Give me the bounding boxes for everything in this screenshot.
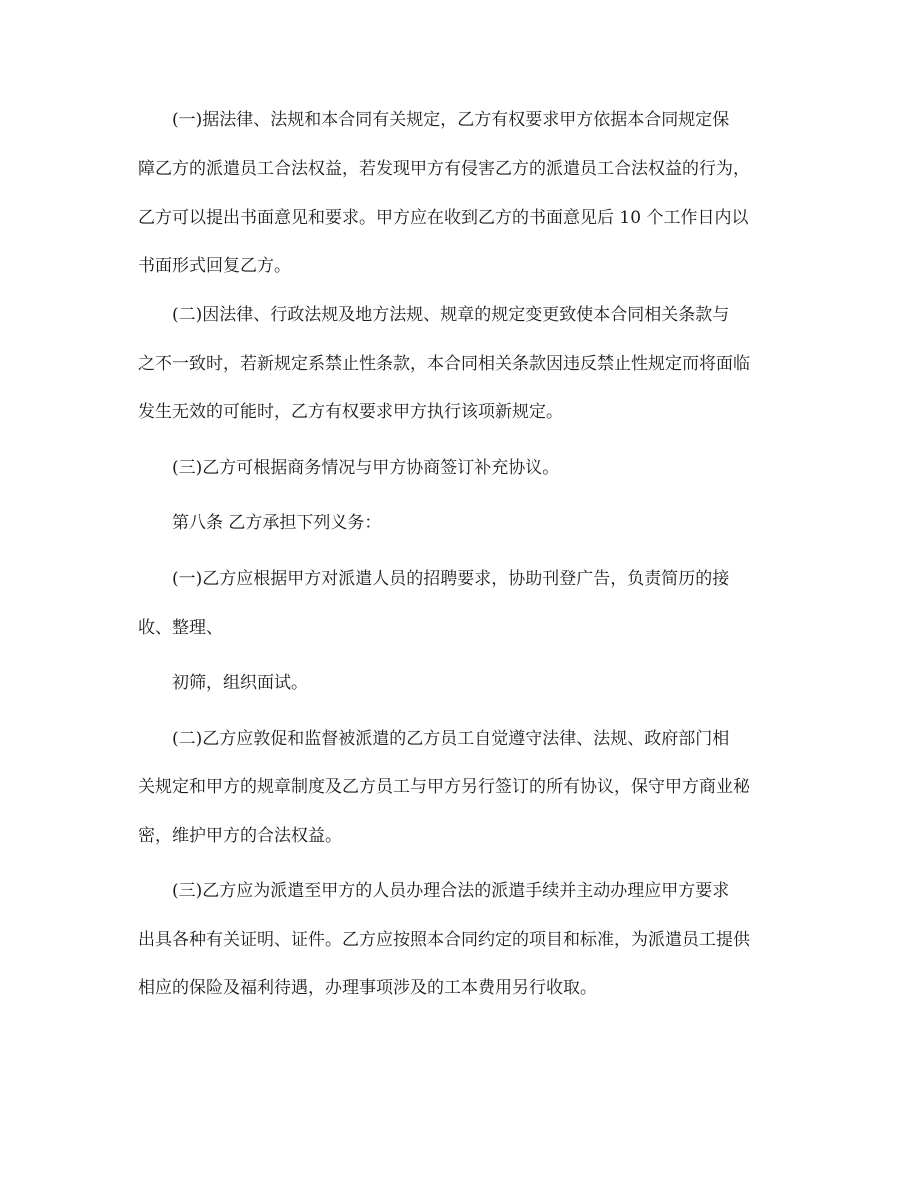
paragraph-5-line-1: (一)乙方应根据甲方对派遣人员的招聘要求，协助刊登广告，负责简历的接 — [172, 569, 730, 589]
paragraph-1-line-4: 书面形式回复乙方。 — [138, 256, 291, 276]
paragraph-5-line-2: 收、整理、 — [138, 618, 223, 638]
paragraph-7-line-3: 密，维护甲方的合法权益。 — [138, 826, 342, 846]
paragraph-2-line-3: 发生无效的可能时，乙方有权要求甲方执行该项新规定。 — [138, 402, 563, 422]
paragraph-7-line-2: 关规定和甲方的规章制度及乙方员工与甲方另行签订的所有协议，保守甲方商业秘 — [138, 777, 750, 797]
paragraph-8-line-3: 相应的保险及福利待遇，办理事项涉及的工本费用另行收取。 — [138, 978, 597, 998]
paragraph-1-line-2: 障乙方的派遣员工合法权益，若发现甲方有侵害乙方的派遣员工合法权益的行为， — [138, 159, 750, 179]
paragraph-3-line-1: (三)乙方可根据商务情况与甲方协商签订补充协议。 — [172, 458, 560, 478]
paragraph-2-line-2: 之不一致时，若新规定系禁止性条款，本合同相关条款因违反禁止性规定而将面临 — [138, 354, 750, 374]
paragraph-2-line-1: (二)因法律、行政法规及地方法规、规章的规定变更致使本合同相关条款与 — [172, 305, 730, 325]
paragraph-7-line-1: (二)乙方应敦促和监督被派遣的乙方员工自觉遵守法律、法规、政府部门相 — [172, 729, 730, 749]
paragraph-6-line-1: 初筛，组织面试。 — [172, 673, 308, 693]
paragraph-8-line-2: 出具各种有关证明、证件。乙方应按照本合同约定的项目和标准，为派遣员工提供 — [138, 930, 750, 950]
paragraph-1-line-3: 乙方可以提出书面意见和要求。甲方应在收到乙方的书面意见后 10 个工作日内以 — [138, 208, 749, 228]
article-8-heading: 第八条 乙方承担下列义务： — [172, 513, 382, 533]
paragraph-1-line-1: (一)据法律、法规和本合同有关规定，乙方有权要求甲方依据本合同规定保 — [172, 110, 730, 130]
paragraph-8-line-1: (三)乙方应为派遣至甲方的人员办理合法的派遣手续并主动办理应甲方要求 — [172, 881, 730, 901]
